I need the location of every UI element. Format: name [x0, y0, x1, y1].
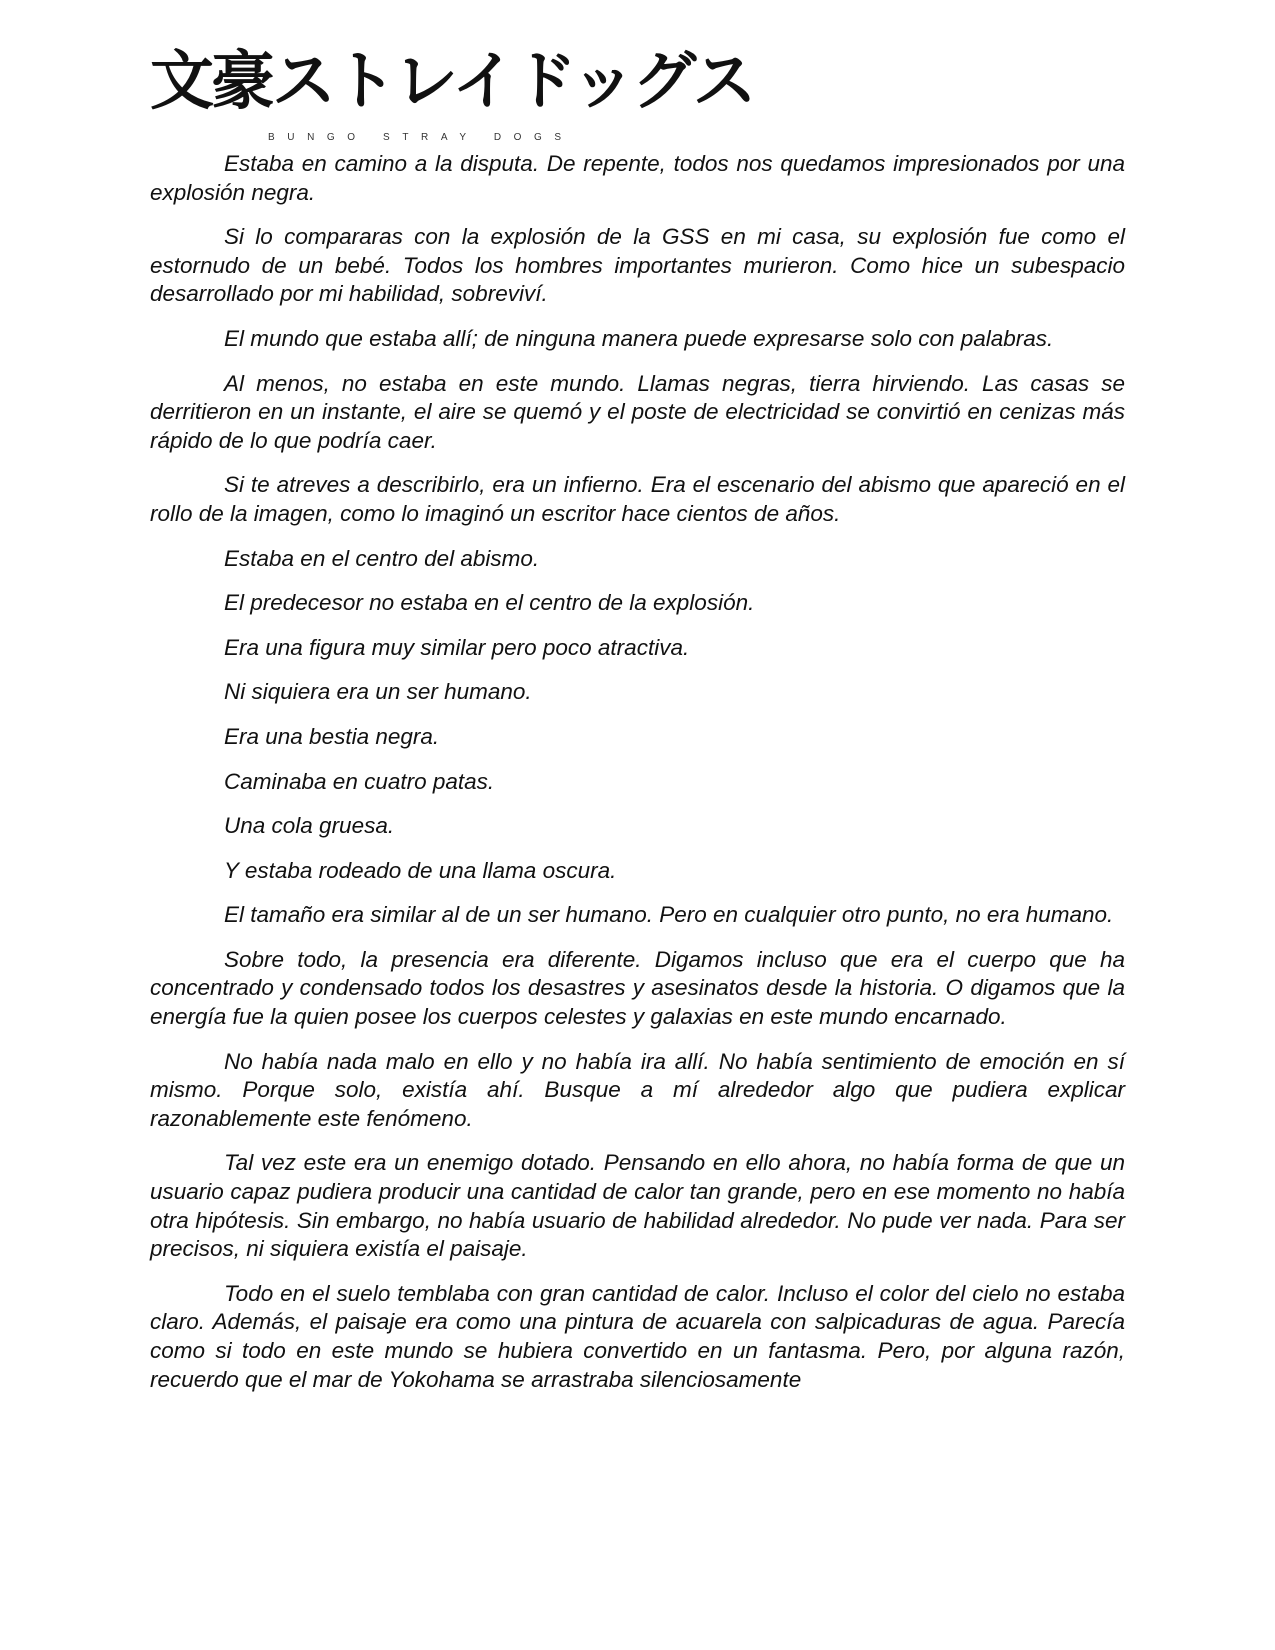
series-logo — [150, 42, 754, 146]
paragraph: Todo en el suelo temblaba con gran cantidad de calor. Incluso el color del cielo no estaba claro. Además, el paisaje era como una pintura de acuarela con salpicaduras de agua. Parecía como si todo en este mundo se hubiera convertido en un fantasma. Pero, por alguna razón, recuerdo que el mar de Yokohama se arrastraba silenciosamente — [150, 1280, 1125, 1392]
paragraph: Ni siquiera era un ser humano. — [224, 679, 532, 705]
paragraph: Caminaba en cuatro patas. — [224, 768, 495, 794]
logo-english-subtitle: BUNGO STRAY DOGS — [268, 132, 574, 143]
paragraph: Una cola gruesa. — [224, 813, 395, 839]
body-text — [150, 150, 1125, 1410]
paragraph: El mundo que estaba allí; de ninguna manera puede expresarse solo con palabras. — [224, 325, 1054, 351]
logo-japanese-title: 文豪ストレイドッグス — [150, 44, 754, 119]
paragraph: Y estaba rodeado de una llama oscura. — [224, 857, 617, 883]
paragraph: No había nada malo en ello y no había ira allí. No había sentimiento de emoción en sí mismo. Porque solo, existía ahí. Busque a mí alrededor algo que pudiera explicar razonablemente este fenómeno. — [150, 1048, 1125, 1131]
paragraph: Si lo compararas con la explosión de la GSS en mi casa, su explosión fue como el estornudo de un bebé. Todos los hombres importantes murieron. Como hice un subespacio desarrollado por mi habilidad, sobreviví. — [150, 224, 1125, 307]
paragraph: Sobre todo, la presencia era diferente. Digamos incluso que era el cuerpo que ha concentrado y condensado todos los desastres y asesinatos desde la historia. O digamos que la energía fue la quien posee los cuerpos celestes y galaxias en este mundo encarnado. — [150, 946, 1125, 1030]
paragraph: Al menos, no estaba en este mundo. Llamas negras, tierra hirviendo. Las casas se derritieron en un instante, el aire se quemó y el poste de electricidad se convirtió en cenizas más rápido de lo que podría caer. — [150, 370, 1125, 453]
paragraph: Estaba en camino a la disputa. De repente, todos nos quedamos impresionados por una explosión negra. — [150, 151, 1125, 205]
paragraph: Estaba en el centro del abismo. — [224, 545, 540, 571]
paragraph: Era una figura muy similar pero poco atractiva. — [224, 634, 690, 660]
paragraph: Era una bestia negra. — [224, 723, 440, 749]
paragraph: El tamaño era similar al de un ser humano. Pero en cualquier otro punto, no era humano. — [224, 902, 1114, 928]
paragraph: El predecesor no estaba en el centro de la explosión. — [224, 590, 755, 616]
paragraph: Tal vez este era un enemigo dotado. Pensando en ello ahora, no había forma de que un usuario capaz pudiera producir una cantidad de calor tan grande, pero en ese momento no había otra hipótesis. Sin embargo, no había usuario de habilidad alrededor. No pude ver nada. Para ser precisos, ni siquiera existía el paisaje. — [150, 1150, 1125, 1262]
paragraph: Si te atreves a describirlo, era un infierno. Era el escenario del abismo que apareció en el rollo de la imagen, como lo imaginó un escritor hace cientos de años. — [150, 472, 1125, 526]
